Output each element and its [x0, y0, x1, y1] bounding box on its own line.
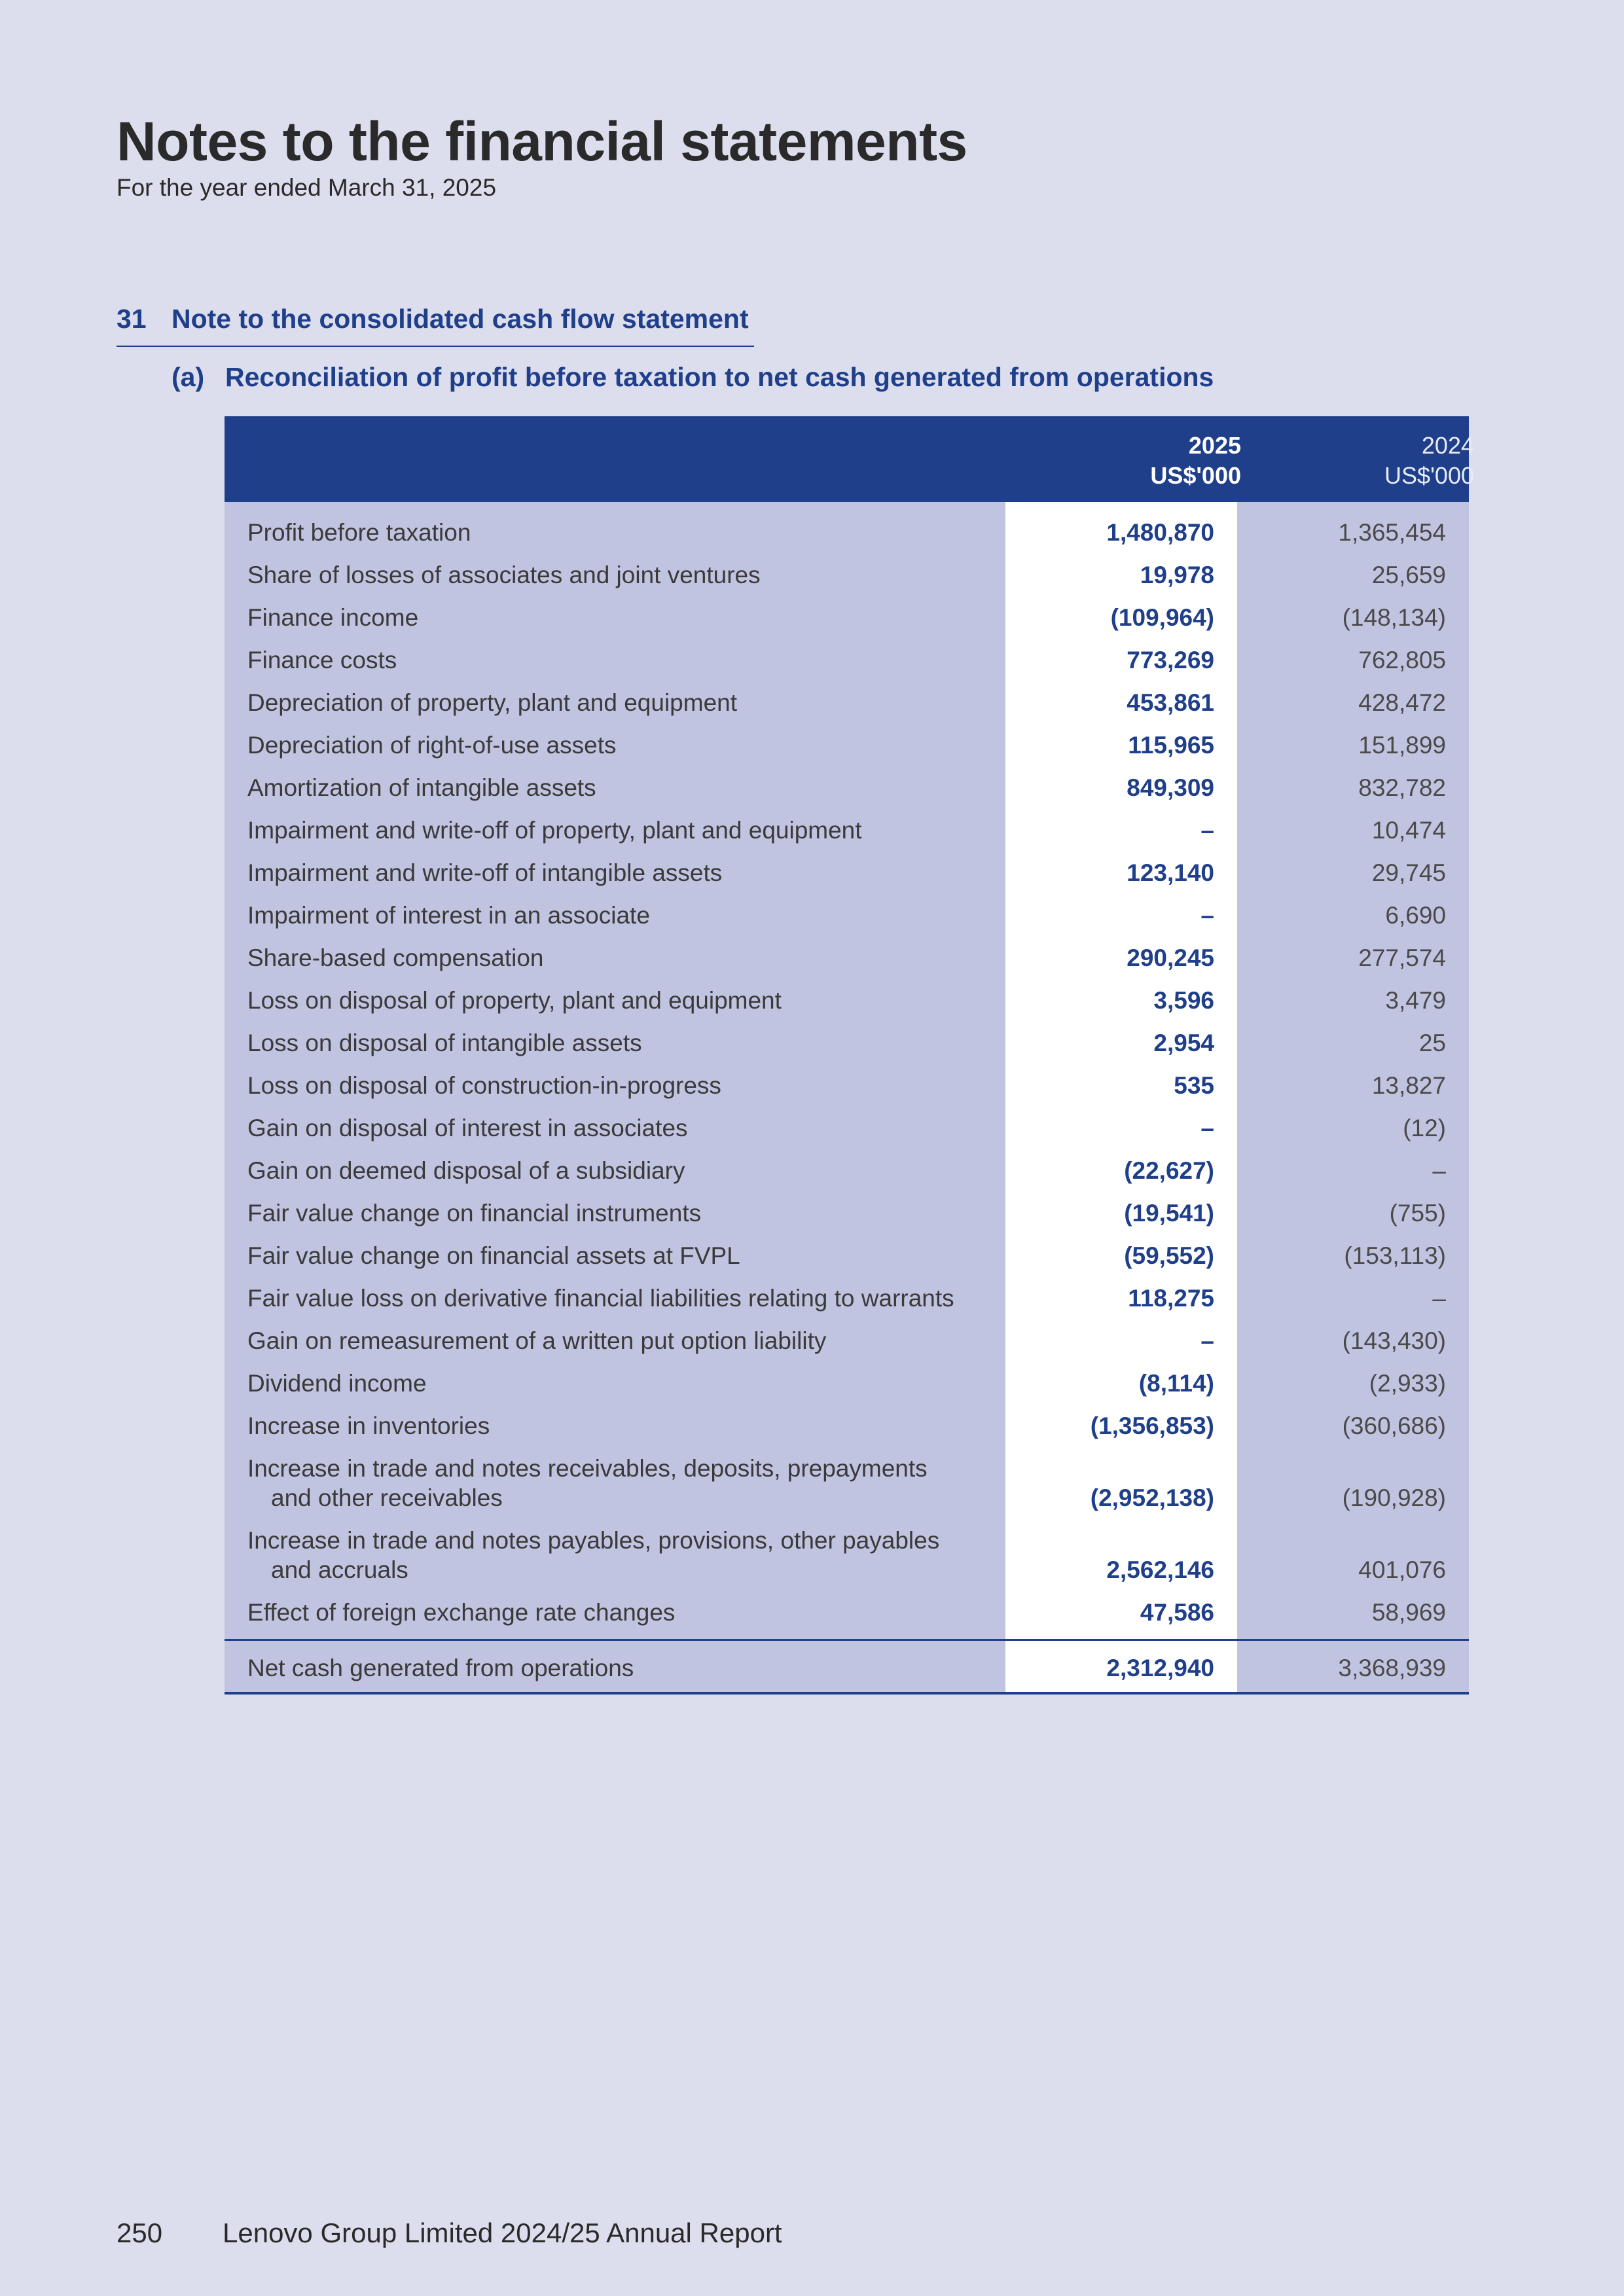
table-row	[225, 1591, 1469, 1634]
row-description	[247, 1113, 1000, 1143]
row-value-2024: (360,686)	[1342, 1412, 1446, 1439]
row-description	[247, 560, 1000, 590]
row-value-2025: –	[1200, 1327, 1214, 1354]
row-description-continuation: and other receivables	[271, 1484, 503, 1511]
sub-heading	[171, 362, 1214, 393]
row-value-2024: (12)	[1403, 1115, 1446, 1141]
total-row	[225, 1639, 1469, 1695]
row-description	[247, 1156, 1000, 1185]
row-value-2024: 428,472	[1358, 689, 1446, 716]
row-description-line: Share-based compensation	[247, 944, 544, 971]
section-number: 31	[117, 304, 147, 334]
column-year-2024: 2024	[1421, 432, 1474, 459]
row-description	[247, 1598, 1000, 1627]
table-row	[225, 1022, 1469, 1064]
row-description-line: Gain on deemed disposal of a subsidiary	[247, 1157, 685, 1184]
table-header	[225, 416, 1474, 502]
row-value-2024: 29,745	[1371, 859, 1446, 886]
row-value-2024: 277,574	[1358, 944, 1446, 971]
row-value-2025: (59,552)	[1124, 1242, 1214, 1269]
row-value-2025: 118,275	[1128, 1285, 1214, 1312]
row-value-2024: 58,969	[1371, 1599, 1446, 1626]
row-description-line: Impairment of interest in an associate	[247, 902, 650, 929]
row-description-continuation: and accruals	[271, 1556, 408, 1583]
row-value-2025: 47,586	[1140, 1599, 1214, 1626]
total-row-value-2024: 3,368,939	[1338, 1655, 1446, 1681]
row-description-line: Finance costs	[247, 647, 397, 673]
row-description	[247, 645, 1000, 675]
row-value-2025: 123,140	[1127, 859, 1214, 886]
row-description-line: Loss on disposal of intangible assets	[247, 1030, 642, 1056]
sub-heading-label: (a)	[171, 362, 205, 392]
row-value-2025: 290,245	[1127, 944, 1214, 971]
row-value-2024: 10,474	[1371, 817, 1446, 844]
row-description	[247, 1526, 1000, 1585]
row-value-2024: –	[1432, 1157, 1446, 1184]
row-description-line: Fair value change on financial instruments	[247, 1200, 702, 1227]
total-row-description: Net cash generated from operations	[247, 1655, 634, 1681]
row-description-line: Depreciation of right-of-use assets	[247, 732, 617, 759]
row-description	[247, 901, 1000, 930]
row-value-2025: 19,978	[1140, 562, 1214, 588]
table-row	[225, 937, 1469, 979]
row-description	[247, 1241, 1000, 1270]
table-row	[225, 1107, 1469, 1149]
row-value-2024: 3,479	[1385, 987, 1446, 1014]
row-description-line: Fair value loss on derivative financial liabilities relating to warrants	[247, 1285, 954, 1312]
row-value-2024: 1,365,454	[1338, 519, 1446, 546]
row-value-2025: (2,952,138)	[1090, 1484, 1214, 1511]
row-value-2025: –	[1200, 902, 1214, 929]
table-row	[225, 766, 1469, 809]
row-value-2025: (109,964)	[1110, 604, 1214, 631]
page-number: 250	[117, 2217, 163, 2248]
table-row	[225, 639, 1469, 681]
sub-heading-title: Reconciliation of profit before taxation to net cash generated from operations	[225, 362, 1214, 392]
row-value-2025: 2,562,146	[1106, 1556, 1214, 1583]
row-value-2024: 151,899	[1358, 732, 1446, 759]
column-header-2024	[1237, 431, 1474, 491]
page-title: Notes to the financial statements	[117, 111, 967, 172]
row-description	[247, 986, 1000, 1015]
row-value-2024: 13,827	[1371, 1072, 1446, 1099]
section-heading	[117, 304, 754, 347]
row-value-2024: 25,659	[1371, 562, 1446, 588]
row-value-2024: 762,805	[1358, 647, 1446, 673]
row-value-2024: (2,933)	[1369, 1370, 1446, 1397]
row-description-line: Gain on remeasurement of a written put option liability	[247, 1327, 827, 1354]
table-row	[225, 979, 1469, 1022]
table-row	[225, 596, 1469, 639]
row-description-line: Finance income	[247, 604, 419, 631]
row-description	[247, 1028, 1000, 1058]
row-value-2025: 453,861	[1127, 689, 1214, 716]
table-row	[225, 1447, 1469, 1519]
table-row	[225, 1519, 1469, 1591]
report-name: Lenovo Group Limited 2024/25 Annual Report	[223, 2217, 782, 2248]
row-description-line: Fair value change on financial assets at FVPL	[247, 1242, 740, 1269]
row-value-2025: –	[1200, 817, 1214, 844]
row-description	[247, 1454, 1000, 1513]
row-description-line: Dividend income	[247, 1370, 427, 1397]
row-description	[247, 1369, 1000, 1398]
table-row	[225, 809, 1469, 852]
row-description	[247, 518, 1000, 547]
row-value-2024: (143,430)	[1342, 1327, 1446, 1354]
row-description-line: Loss on disposal of construction-in-progress	[247, 1072, 721, 1099]
table-row	[225, 1234, 1469, 1277]
section-title: Note to the consolidated cash flow statement	[171, 304, 749, 334]
row-value-2025: 115,965	[1128, 732, 1214, 759]
row-description	[247, 943, 1000, 973]
table-row	[225, 894, 1469, 937]
row-description	[247, 1411, 1000, 1441]
table-row	[225, 1277, 1469, 1319]
row-description	[247, 1071, 1000, 1100]
row-value-2025: 3,596	[1153, 987, 1214, 1014]
table-row	[225, 1149, 1469, 1192]
table-body	[225, 502, 1469, 1695]
row-value-2024: 401,076	[1358, 1556, 1446, 1583]
row-description-line: Gain on disposal of interest in associates	[247, 1115, 688, 1141]
column-unit-2024: US$'000	[1384, 462, 1474, 489]
row-value-2025: 2,954	[1153, 1030, 1214, 1056]
row-description-line: Impairment and write-off of property, plant and equipment	[247, 817, 862, 844]
row-value-2025: (19,541)	[1124, 1200, 1214, 1227]
column-year-2025: 2025	[1188, 432, 1241, 459]
page-subtitle: For the year ended March 31, 2025	[117, 174, 497, 201]
row-description-line: Depreciation of property, plant and equipment	[247, 689, 738, 716]
column-header-2025	[1005, 431, 1241, 491]
row-value-2025: (8,114)	[1138, 1370, 1214, 1397]
table-row	[225, 1064, 1469, 1107]
row-description-line: Increase in inventories	[247, 1412, 490, 1439]
row-value-2024: (148,134)	[1342, 604, 1446, 631]
row-value-2025: 1,480,870	[1106, 519, 1214, 546]
row-description-line: Effect of foreign exchange rate changes	[247, 1599, 676, 1626]
row-value-2024: (190,928)	[1342, 1484, 1446, 1511]
row-description	[247, 858, 1000, 888]
row-description	[247, 773, 1000, 802]
row-value-2025: (22,627)	[1124, 1157, 1214, 1184]
row-value-2025: –	[1200, 1115, 1214, 1141]
row-description-line: Loss on disposal of property, plant and equipment	[247, 987, 782, 1014]
total-row-value-2025: 2,312,940	[1106, 1655, 1214, 1681]
row-description-line: Profit before taxation	[247, 519, 471, 546]
row-description-line: Share of losses of associates and joint ventures	[247, 562, 761, 588]
row-value-2024: –	[1432, 1285, 1446, 1312]
row-value-2025: 849,309	[1127, 774, 1214, 801]
table-row	[225, 724, 1469, 766]
table-row	[225, 1405, 1469, 1447]
table-row	[225, 1319, 1469, 1362]
cash-flow-reconciliation-table	[225, 416, 1474, 1695]
row-value-2024: (153,113)	[1344, 1242, 1446, 1269]
table-row	[225, 1362, 1469, 1405]
table-rows	[225, 502, 1469, 1639]
row-description	[247, 816, 1000, 845]
row-value-2024: (755)	[1389, 1200, 1446, 1227]
table-row	[225, 511, 1469, 554]
table-row	[225, 554, 1469, 596]
row-value-2025: (1,356,853)	[1090, 1412, 1214, 1439]
row-description-line: Increase in trade and notes receivables, deposits, prepayments	[247, 1455, 928, 1482]
row-description	[247, 1283, 1000, 1313]
row-value-2025: 535	[1174, 1072, 1214, 1099]
row-description-line: Amortization of intangible assets	[247, 774, 596, 801]
row-value-2024: 6,690	[1385, 902, 1446, 929]
row-value-2024: 832,782	[1358, 774, 1446, 801]
row-description	[247, 1326, 1000, 1355]
column-unit-2025: US$'000	[1150, 462, 1241, 489]
row-description	[247, 1198, 1000, 1228]
page-footer	[117, 2217, 782, 2249]
table-row	[225, 681, 1469, 724]
row-description	[247, 730, 1000, 760]
row-description-line: Increase in trade and notes payables, provisions, other payables	[247, 1527, 940, 1554]
table-row	[225, 1192, 1469, 1234]
row-description-line: Impairment and write-off of intangible assets	[247, 859, 723, 886]
row-value-2024: 25	[1418, 1030, 1446, 1056]
row-description	[247, 688, 1000, 717]
row-description	[247, 603, 1000, 632]
row-value-2025: 773,269	[1127, 647, 1214, 673]
table-row	[225, 852, 1469, 894]
